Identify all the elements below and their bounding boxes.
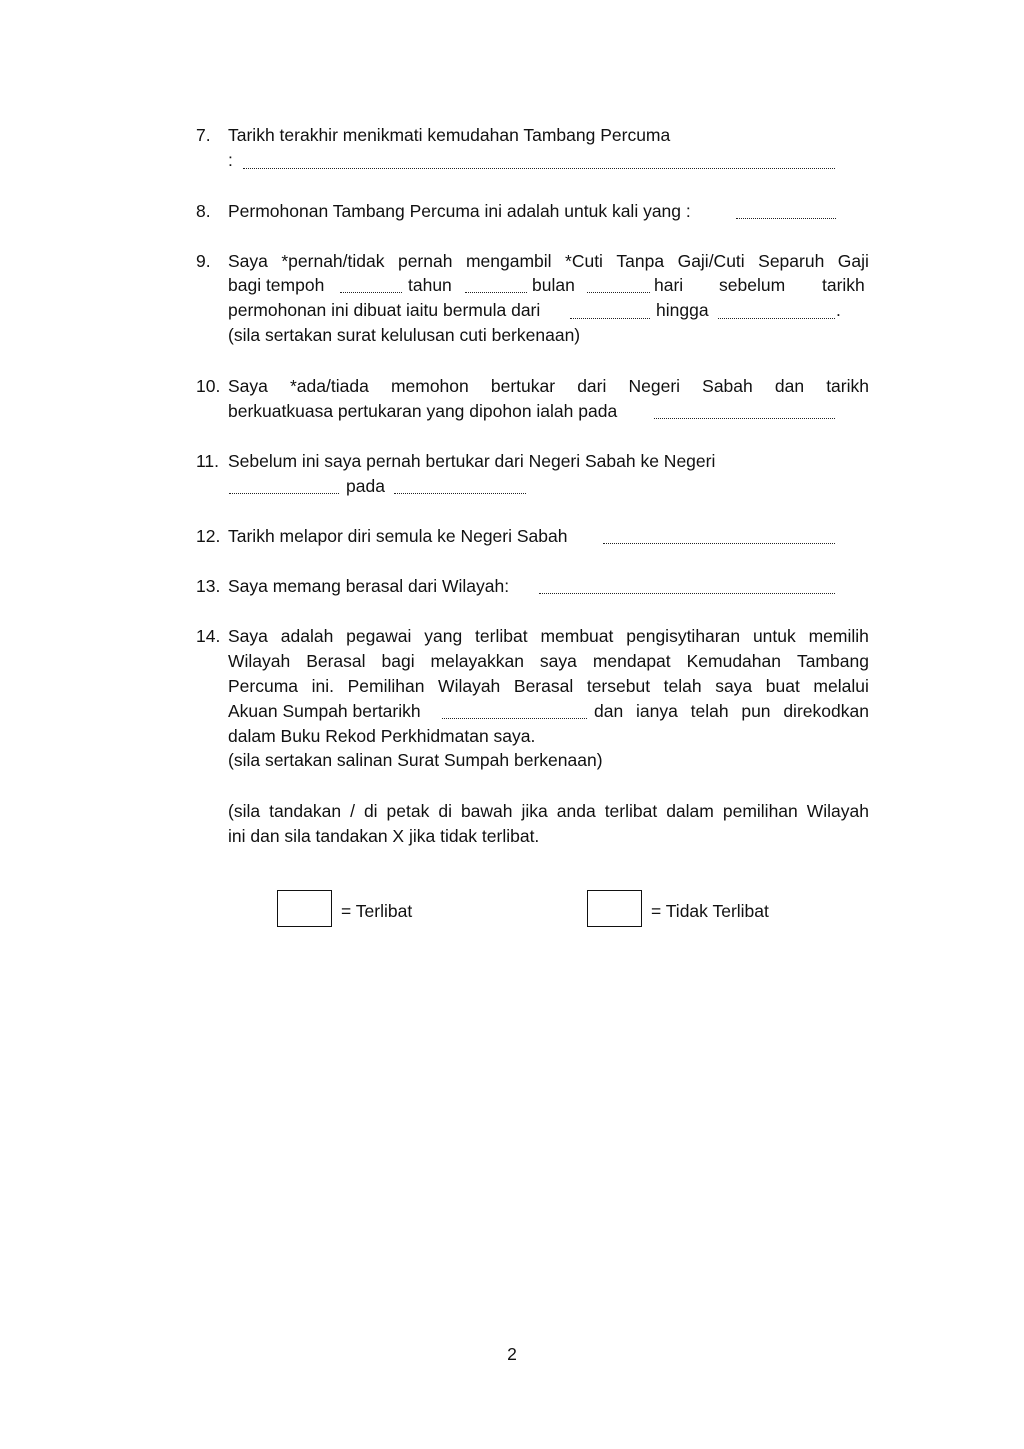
word: pun [741, 701, 771, 721]
word: *pernah/tidak [281, 251, 385, 271]
word: bertukar [490, 376, 556, 396]
item-9-tarikh: tarikh [822, 275, 865, 295]
item-10-fill-field[interactable] [654, 418, 835, 419]
item-14-instruction-1 [228, 800, 869, 822]
word: bagi [381, 651, 415, 671]
word: direkodkan [783, 701, 869, 721]
item-9-tempoh-field[interactable] [340, 292, 402, 293]
word: Tambang [796, 651, 869, 671]
word: mendapat [592, 651, 671, 671]
word: tersebut [586, 676, 651, 696]
terlibat-label: = Terlibat [341, 901, 413, 921]
word: *ada/tiada [290, 376, 369, 396]
item-7-text: Tarikh terakhir menikmati kemudahan Tambang Percuma [228, 125, 671, 145]
item-13-fill-field[interactable] [539, 593, 835, 594]
item-9-tahun-field[interactable] [465, 292, 527, 293]
word: Wilayah [438, 676, 501, 696]
item-8-number: 8. [196, 201, 211, 221]
word: melayakkan [430, 651, 524, 671]
item-12-number: 12. [196, 526, 221, 546]
word: telah [663, 676, 702, 696]
word: dalam [666, 801, 714, 821]
word: anda [556, 801, 596, 821]
item-14-line-3 [228, 675, 869, 697]
item-7-number: 7. [196, 125, 211, 145]
item-11-number: 11. [196, 451, 220, 471]
item-7-fill-field[interactable] [243, 168, 835, 169]
word: dari [577, 376, 607, 396]
item-9-hingga-field[interactable] [718, 318, 835, 319]
word: membuat [540, 626, 614, 646]
word: saya [539, 651, 577, 671]
word: ini. [311, 676, 334, 696]
item-14-line-4b [594, 700, 869, 722]
word: memohon [390, 376, 469, 396]
item-11-line-1: Sebelum ini saya pernah bertukar dari Negeri Sabah ke Negeri [228, 451, 716, 471]
word: Negeri [628, 376, 681, 396]
word: Wilayah [228, 651, 291, 671]
word: adalah [280, 626, 334, 646]
item-11-pada-field[interactable] [394, 493, 526, 494]
item-12-text: Tarikh melapor diri semula ke Negeri Sabah [228, 526, 568, 546]
word: Berasal [513, 676, 574, 696]
item-10-number: 10. [196, 376, 221, 396]
item-10-line-2: berkuatkuasa pertukaran yang dipohon ialah pada [228, 401, 618, 421]
word: Gaji [837, 251, 869, 271]
item-9-note: (sila sertakan surat kelulusan cuti berkenaan) [228, 325, 581, 345]
word: mengambil [465, 251, 552, 271]
word: pengisytiharan [626, 626, 741, 646]
item-9-sebelum: sebelum [719, 275, 786, 295]
item-14-line-2 [228, 650, 869, 672]
word: pernah [397, 251, 453, 271]
word: dan [774, 376, 805, 396]
word: Separuh [758, 251, 825, 271]
tidak-terlibat-checkbox[interactable] [587, 890, 642, 927]
word: Saya [228, 626, 268, 646]
word: Saya [228, 251, 268, 271]
word: (sila [228, 801, 261, 821]
item-10-line-1 [228, 375, 869, 397]
word: buat [765, 676, 800, 696]
item-8-fill-field[interactable] [736, 218, 836, 219]
word: Saya [228, 376, 268, 396]
word: *Cuti [565, 251, 603, 271]
item-13-number: 13. [196, 576, 221, 596]
word: Tanpa [616, 251, 665, 271]
item-9-hingga: hingga [656, 300, 709, 320]
word: terlibat [604, 801, 658, 821]
word: terlibat [475, 626, 528, 646]
word: di [363, 801, 378, 821]
word: Kemudahan [686, 651, 781, 671]
word: di [438, 801, 452, 821]
word: / [350, 801, 355, 821]
word: memilih [808, 626, 869, 646]
tidak-terlibat-label: = Tidak Terlibat [651, 901, 769, 921]
word: pemilihan [722, 801, 798, 821]
item-9-hari: hari [654, 275, 684, 295]
item-14-number: 14. [196, 626, 221, 646]
item-9-bagi-tempoh: bagi tempoh [228, 275, 325, 295]
word: Berasal [306, 651, 366, 671]
word: dan [594, 701, 624, 721]
item-11-negeri-field[interactable] [229, 493, 339, 494]
word: Gaji/Cuti [677, 251, 745, 271]
item-11-pada: pada [346, 476, 385, 496]
item-12-fill-field[interactable] [603, 543, 835, 544]
word: pegawai [346, 626, 412, 646]
item-8-text: Permohonan Tambang Percuma ini adalah untuk kali yang : [228, 201, 691, 221]
word: yang [424, 626, 463, 646]
word: bawah [460, 801, 513, 821]
word: saya [715, 676, 753, 696]
word: tandakan [269, 801, 342, 821]
item-14-instruction-2: ini dan sila tandakan X jika tidak terlibat. [228, 826, 540, 846]
word: jika [521, 801, 548, 821]
word: tarikh [826, 376, 869, 396]
word: telah [690, 701, 729, 721]
item-14-line-6: (sila sertakan salinan Surat Sumpah berkenaan) [228, 750, 603, 770]
item-9-period: . [836, 300, 841, 320]
item-9-line-3: permohonan ini dibuat iaitu bermula dari [228, 300, 541, 320]
item-9-bermula-field[interactable] [570, 318, 650, 319]
item-9-bulan: bulan [532, 275, 575, 295]
item-14-line-1 [228, 625, 869, 647]
item-9-bulan-field[interactable] [587, 292, 650, 293]
word: Wilayah [806, 801, 869, 821]
item-14-akuan-date-field[interactable] [442, 718, 587, 719]
word: Percuma [228, 676, 299, 696]
page-number: 2 [507, 1344, 517, 1364]
item-14-line-5: dalam Buku Rekod Perkhidmatan saya. [228, 726, 536, 746]
word: ianya [635, 701, 678, 721]
item-9-line-1 [228, 250, 869, 272]
word: petak [386, 801, 430, 821]
item-7-colon: : [228, 150, 233, 170]
word: Pemilihan [347, 676, 425, 696]
word: melalui [813, 676, 869, 696]
word: Sabah [702, 376, 753, 396]
item-9-tahun: tahun [408, 275, 452, 295]
item-14-line-4a: Akuan Sumpah bertarikh [228, 701, 421, 721]
word: untuk [752, 626, 796, 646]
item-13-text: Saya memang berasal dari Wilayah: [228, 576, 510, 596]
item-9-number: 9. [196, 251, 211, 271]
terlibat-checkbox[interactable] [277, 890, 332, 927]
